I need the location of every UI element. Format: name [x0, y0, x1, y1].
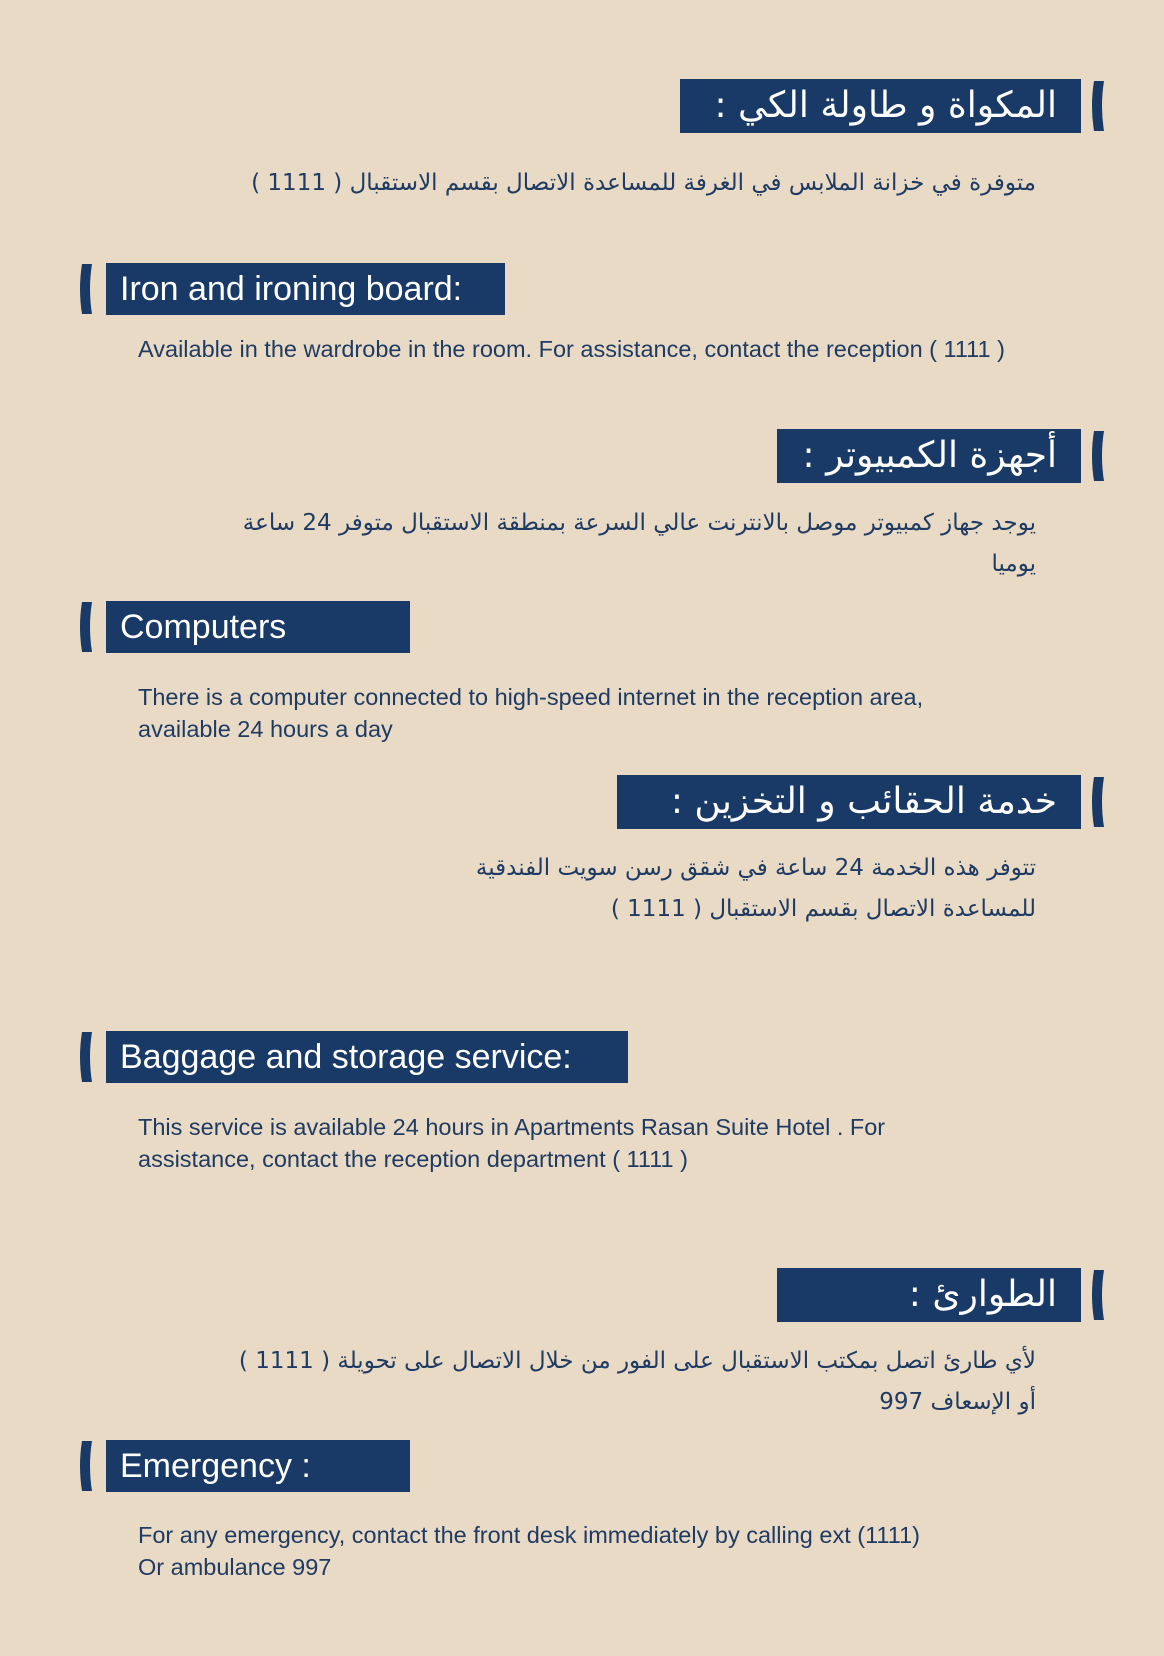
bracket-right-icon: [1090, 1268, 1110, 1322]
section-body-emergency-en: [138, 1519, 920, 1583]
body-line: There is a computer connected to high-speed internet in the reception area,: [138, 684, 924, 710]
body-line: تتوفر هذه الخدمة 24 ساعة في شقق رسن سويت الفندقية: [475, 855, 1036, 881]
bracket-left-icon: [76, 1030, 96, 1084]
section-title: المكواة و طاولة الكي :: [714, 85, 1057, 126]
section-body-baggage-en: [138, 1111, 885, 1175]
section-title: Baggage and storage service:: [120, 1038, 572, 1076]
body-line: متوفرة في خزانة الملابس في الغرفة للمساعدة الاتصال بقسم الاستقبال ( 1111 ): [251, 170, 1036, 196]
section-header-computers-en: [106, 601, 410, 653]
section-body-emergency-ar: [239, 1341, 1036, 1423]
bracket-right-icon: [1090, 775, 1110, 829]
section-body-iron-en: [138, 333, 1005, 365]
section-body-baggage-ar: [476, 848, 1036, 930]
section-header-computers-ar: [777, 429, 1081, 483]
body-line: For any emergency, contact the front desk immediately by calling ext (1111): [138, 1522, 920, 1548]
section-header-iron-ar: [680, 79, 1081, 133]
section-body-computers-ar: [243, 503, 1036, 585]
section-title: أجهزة الكمبيوتر :: [802, 435, 1057, 476]
section-body-iron-ar: [251, 163, 1036, 204]
section-title: Emergency :: [120, 1447, 311, 1485]
body-line: يوميا: [991, 551, 1036, 577]
section-title: Computers: [120, 608, 287, 646]
section-header-emergency-en: [106, 1440, 410, 1492]
section-header-baggage-en: [106, 1031, 628, 1083]
section-header-iron-en: [106, 263, 505, 315]
bracket-left-icon: [76, 1439, 96, 1493]
body-line: This service is available 24 hours in Apartments Rasan Suite Hotel . For: [138, 1114, 886, 1140]
section-title: خدمة الحقائب و التخزين :: [670, 781, 1057, 822]
body-line: أو الإسعاف 997: [879, 1389, 1036, 1415]
body-line: للمساعدة الاتصال بقسم الاستقبال ( 1111 ): [610, 896, 1036, 922]
body-line: available 24 hours a day: [138, 716, 393, 742]
body-line: assistance, contact the reception department ( 1111 ): [138, 1146, 688, 1172]
body-line: Or ambulance 997: [138, 1554, 332, 1580]
bracket-right-icon: [1090, 79, 1110, 133]
body-line: يوجد جهاز كمبيوتر موصل بالانترنت عالي السرعة بمنطقة الاستقبال متوفر 24 ساعة: [242, 510, 1036, 536]
section-title: الطوارئ :: [908, 1274, 1057, 1315]
section-title: Iron and ironing board:: [120, 270, 463, 308]
bracket-left-icon: [76, 262, 96, 316]
bracket-left-icon: [76, 600, 96, 654]
section-body-computers-en: [138, 681, 923, 745]
body-line: لأي طارئ اتصل بمكتب الاستقبال على الفور من خلال الاتصال على تحويلة ( 1111 ): [238, 1348, 1036, 1374]
section-header-emergency-ar: [777, 1268, 1081, 1322]
section-header-baggage-ar: [617, 775, 1081, 829]
bracket-right-icon: [1090, 429, 1110, 483]
body-line: Available in the wardrobe in the room. For assistance, contact the reception ( 1111 ): [138, 336, 1005, 362]
